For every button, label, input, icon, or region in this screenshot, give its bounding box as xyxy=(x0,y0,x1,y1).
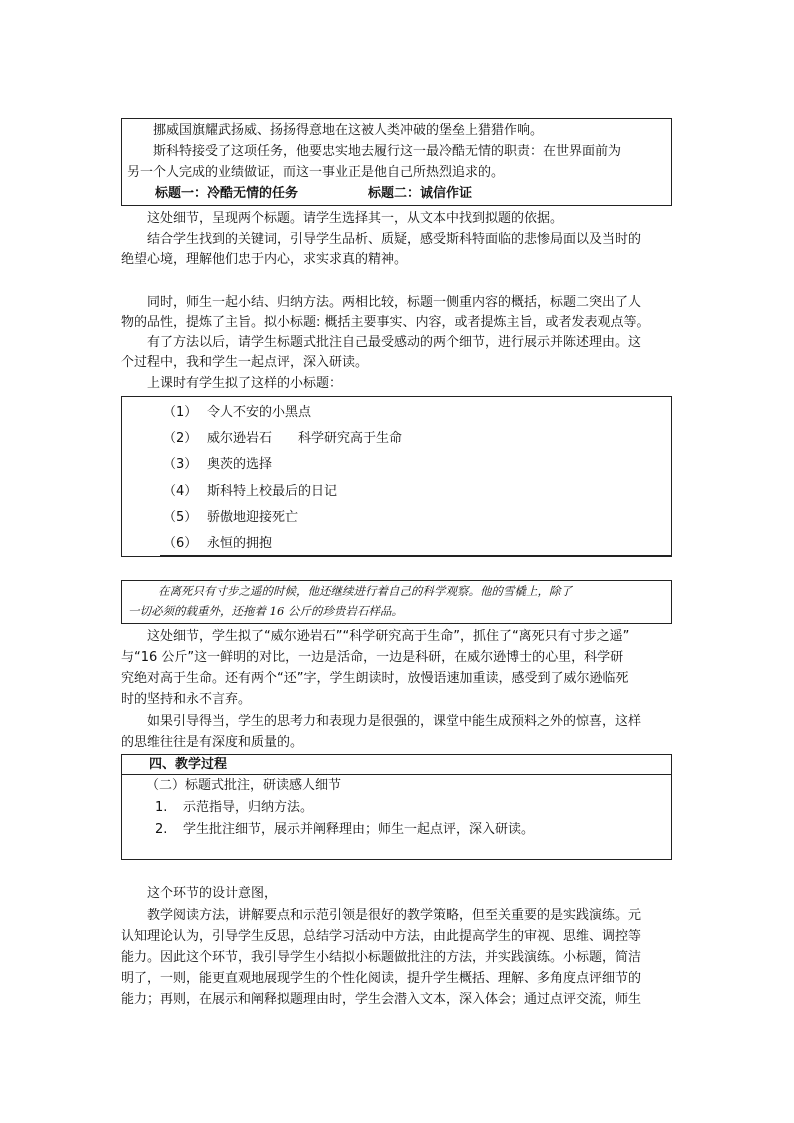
body-text: 同时，师生一起小结、归纳方法。两相比较，标题一侧重内容的概括，标题二突出了人 xyxy=(147,295,642,310)
body-text: 究绝对高于生命。还有两个“还”字，学生朗读时，放慢语速加重读，感受到了威尔逊临死 xyxy=(121,671,629,686)
body-text: 如果引导得当，学生的思考力和表现力是很强的，课堂中能生成预料之外的惊喜，这样 xyxy=(147,714,642,729)
list-item-number: （5） xyxy=(163,510,198,525)
body-text: 教学阅读方法，讲解要点和示范引领是很好的教学策略，但至关重要的是实践演练。元 xyxy=(147,908,642,923)
list-item-number: （1） xyxy=(163,405,198,420)
list-item: 骄傲地迎接死亡 xyxy=(207,510,299,525)
body-text: 能力。因此这个环节，我引导学生小结拟小标题做批注的方法，并实践演练。小标题，简洁 xyxy=(121,950,642,965)
body-text: 的思维往往是有深度和质量的。 xyxy=(121,735,304,750)
section-subheading: （二）标题式批注，研读感人细节 xyxy=(146,778,342,793)
body-text: 结合学生找到的关键词，引导学生品析、质疑，感受斯科特面临的悲惨局面以及当时的 xyxy=(147,232,642,247)
body-text: 能力；再则，在展示和阐释拟题理由时，学生会潜入文本，深入体会；通过点评交流，师生 xyxy=(121,992,642,1007)
body-text: 绝望心境，理解他们忠于内心，求实求真的精神。 xyxy=(121,252,408,267)
list-item: 令人不安的小黑点 xyxy=(207,405,312,420)
body-text: 这处细节，学生拟了“威尔逊岩石”“科学研究高于生命”，抓住了“离死只有寸步之遥” xyxy=(147,629,630,644)
list-bottom-rule xyxy=(160,555,672,557)
section-heading: 四、教学过程 xyxy=(149,757,228,772)
body-text: 这处细节，呈现两个标题。请学生选择其一，从文本中找到拟题的依据。 xyxy=(147,211,564,226)
step-number: 1. xyxy=(155,800,168,815)
title-two: 标题二：诚信作证 xyxy=(368,186,473,201)
excerpt-line: 斯科特接受了这项任务，他要忠实地去履行这一最冷酷无情的职责：在世界面前为 xyxy=(153,144,622,159)
step-number: 2. xyxy=(155,822,168,837)
list-item-number: （2） xyxy=(163,431,198,446)
list-item: 永恒的拥抱 xyxy=(207,536,273,551)
body-text: 认知理论认为，引导学生反思，总结学习活动中方法，由此提高学生的审视、思维、调控等 xyxy=(121,929,642,944)
step-text: 示范指导，归纳方法。 xyxy=(183,800,314,815)
body-text: 这个环节的设计意图， xyxy=(147,886,278,901)
quote-line: 在离死只有寸步之遥的时候，他还继续进行着自己的科学观察。他的雪橇上，除了 xyxy=(158,584,572,598)
excerpt-line: 挪威国旗耀武扬威、扬扬得意地在这被人类冲破的堡垒上猎猎作响。 xyxy=(153,123,544,138)
step-text: 学生批注细节，展示并阐释理由；师生一起点评，深入研读。 xyxy=(183,822,535,837)
list-item-number: （3） xyxy=(163,457,198,472)
body-text: 个过程中，我和学生一起点评，深入研读。 xyxy=(121,355,369,370)
title-one: 标题一：冷酷无情的任务 xyxy=(155,186,299,201)
list-item: 威尔逊岩石 科学研究高于生命 xyxy=(207,431,403,446)
excerpt-line: 另一个人完成的业绩做证，而这一事业正是他自己所热烈追求的。 xyxy=(127,165,505,180)
body-text: 时的坚持和永不言弃。 xyxy=(121,692,252,707)
body-text: 与“16 公斤”这一鲜明的对比，一边是活命，一边是科研，在威尔逊博士的心里，科学研 xyxy=(121,650,624,665)
list-item: 奥茨的选择 xyxy=(207,457,273,472)
subtitle-list-box xyxy=(121,396,672,557)
quote-line: 一切必须的载重外，还拖着 16 公斤的珍贵岩石样品。 xyxy=(128,604,403,618)
body-text: 物的品性，提炼了主旨。拟小标题: 概括主要事实、内容，或者提炼主旨，或者发表观点等。 xyxy=(121,315,650,330)
list-item-number: （4） xyxy=(163,484,198,499)
list-item: 斯科特上校最后的日记 xyxy=(207,484,338,499)
body-text: 有了方法以后，请学生标题式批注自己最受感动的两个细节，进行展示并陈述理由。这 xyxy=(147,335,642,350)
body-text: 明了，一则，能更直观地展现学生的个性化阅读，提升学生概括、理解、多角度点评细节的 xyxy=(121,971,642,986)
body-text: 上课时有学生拟了这样的小标题： xyxy=(147,376,343,391)
list-item-number: （6） xyxy=(163,536,198,551)
